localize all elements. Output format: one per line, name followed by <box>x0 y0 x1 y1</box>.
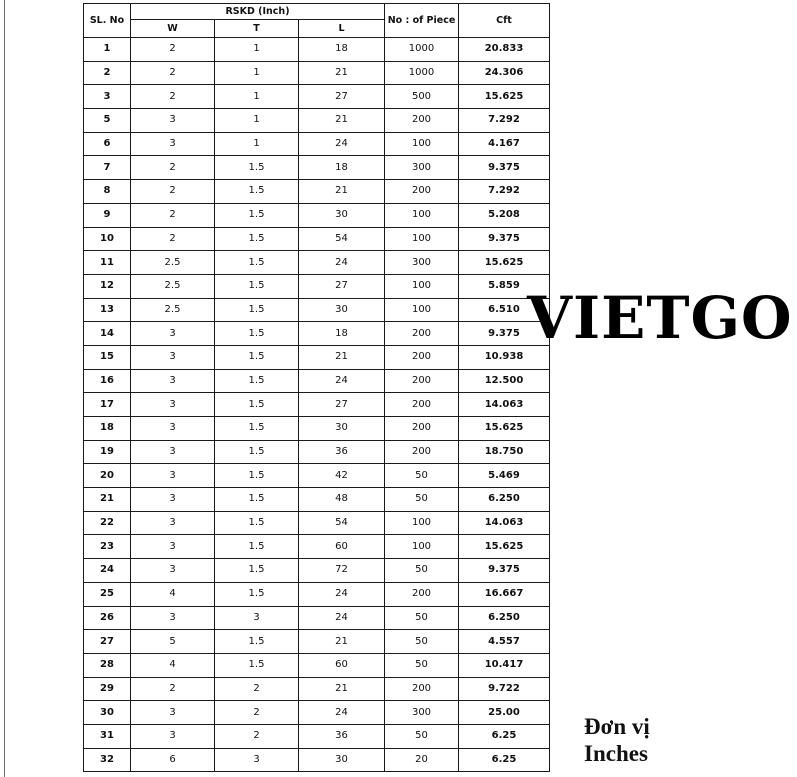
cell-sl: 1 <box>84 38 131 62</box>
table-row <box>84 582 550 606</box>
cell-cft: 15.625 <box>459 85 550 109</box>
cell-l: 21 <box>299 630 385 654</box>
cell-w: 4 <box>131 582 215 606</box>
cell-sl: 31 <box>84 724 131 748</box>
cell-sl: 26 <box>84 606 131 630</box>
cell-cft: 5.208 <box>459 203 550 227</box>
table-row <box>84 677 550 701</box>
cell-w: 3 <box>131 535 215 559</box>
cell-pieces: 500 <box>385 85 459 109</box>
cell-pieces: 100 <box>385 511 459 535</box>
cell-sl: 25 <box>84 582 131 606</box>
cell-sl: 3 <box>84 85 131 109</box>
cell-l: 30 <box>299 298 385 322</box>
cell-sl: 18 <box>84 417 131 441</box>
cell-w: 2 <box>131 227 215 251</box>
cell-sl: 5 <box>84 109 131 133</box>
cell-l: 48 <box>299 488 385 512</box>
cell-t: 1.5 <box>215 298 299 322</box>
timber-spec-table <box>83 3 550 772</box>
cell-cft: 24.306 <box>459 61 550 85</box>
cell-sl: 22 <box>84 511 131 535</box>
cell-w: 5 <box>131 630 215 654</box>
header-rskd: RSKD (Inch) <box>131 4 385 20</box>
cell-l: 18 <box>299 156 385 180</box>
cell-w: 2 <box>131 38 215 62</box>
cell-t: 1.5 <box>215 488 299 512</box>
table-row <box>84 724 550 748</box>
table-row <box>84 274 550 298</box>
cell-t: 1.5 <box>215 227 299 251</box>
cell-w: 3 <box>131 132 215 156</box>
cell-l: 21 <box>299 677 385 701</box>
cell-cft: 7.292 <box>459 109 550 133</box>
cell-sl: 16 <box>84 369 131 393</box>
cell-l: 24 <box>299 369 385 393</box>
cell-t: 1.5 <box>215 180 299 204</box>
table-row <box>84 511 550 535</box>
cell-t: 1.5 <box>215 369 299 393</box>
cell-l: 21 <box>299 345 385 369</box>
cell-t: 1.5 <box>215 511 299 535</box>
cell-pieces: 100 <box>385 274 459 298</box>
cell-l: 27 <box>299 85 385 109</box>
cell-pieces: 200 <box>385 109 459 133</box>
table-row <box>84 227 550 251</box>
cell-sl: 12 <box>84 274 131 298</box>
cell-l: 30 <box>299 203 385 227</box>
header-width: W <box>131 20 215 38</box>
page-left-border <box>4 0 5 777</box>
cell-w: 3 <box>131 417 215 441</box>
cell-t: 1 <box>215 38 299 62</box>
cell-cft: 6.510 <box>459 298 550 322</box>
table-row <box>84 38 550 62</box>
table-row <box>84 440 550 464</box>
cell-w: 3 <box>131 322 215 346</box>
cell-cft: 10.938 <box>459 345 550 369</box>
cell-sl: 8 <box>84 180 131 204</box>
cell-t: 1.5 <box>215 559 299 583</box>
cell-pieces: 1000 <box>385 38 459 62</box>
cell-l: 60 <box>299 535 385 559</box>
cell-t: 1.5 <box>215 251 299 275</box>
cell-l: 30 <box>299 748 385 772</box>
cell-l: 54 <box>299 511 385 535</box>
cell-pieces: 1000 <box>385 61 459 85</box>
cell-l: 21 <box>299 180 385 204</box>
cell-pieces: 50 <box>385 464 459 488</box>
cell-w: 2 <box>131 677 215 701</box>
table-row <box>84 535 550 559</box>
cell-pieces: 200 <box>385 369 459 393</box>
cell-t: 1.5 <box>215 156 299 180</box>
cell-sl: 21 <box>84 488 131 512</box>
table-row <box>84 322 550 346</box>
cell-l: 36 <box>299 724 385 748</box>
cell-t: 3 <box>215 748 299 772</box>
table-row <box>84 298 550 322</box>
cell-w: 3 <box>131 511 215 535</box>
cell-t: 1 <box>215 132 299 156</box>
cell-pieces: 200 <box>385 417 459 441</box>
cell-cft: 6.250 <box>459 488 550 512</box>
table-row <box>84 109 550 133</box>
table-row <box>84 180 550 204</box>
cell-t: 1.5 <box>215 393 299 417</box>
cell-t: 1.5 <box>215 417 299 441</box>
cell-t: 1.5 <box>215 322 299 346</box>
cell-cft: 16.667 <box>459 582 550 606</box>
table-row <box>84 701 550 725</box>
cell-sl: 30 <box>84 701 131 725</box>
cell-t: 1.5 <box>215 630 299 654</box>
table-row <box>84 203 550 227</box>
cell-cft: 25.00 <box>459 701 550 725</box>
cell-t: 2 <box>215 701 299 725</box>
cell-cft: 6.25 <box>459 724 550 748</box>
cell-sl: 20 <box>84 464 131 488</box>
cell-cft: 14.063 <box>459 511 550 535</box>
cell-pieces: 100 <box>385 535 459 559</box>
unit-note-line1: Đơn vị <box>584 714 650 739</box>
cell-cft: 6.250 <box>459 606 550 630</box>
table-row <box>84 559 550 583</box>
cell-cft: 9.375 <box>459 322 550 346</box>
cell-pieces: 100 <box>385 298 459 322</box>
table-row <box>84 251 550 275</box>
cell-cft: 15.625 <box>459 251 550 275</box>
cell-w: 2.5 <box>131 298 215 322</box>
header-no-of-piece: No : of Piece <box>385 4 459 38</box>
cell-t: 1.5 <box>215 535 299 559</box>
cell-l: 24 <box>299 606 385 630</box>
cell-pieces: 100 <box>385 132 459 156</box>
cell-cft: 14.063 <box>459 393 550 417</box>
cell-l: 42 <box>299 464 385 488</box>
cell-pieces: 50 <box>385 488 459 512</box>
cell-w: 2 <box>131 61 215 85</box>
cell-l: 54 <box>299 227 385 251</box>
table-row <box>84 132 550 156</box>
cell-sl: 17 <box>84 393 131 417</box>
cell-l: 30 <box>299 417 385 441</box>
cell-l: 72 <box>299 559 385 583</box>
header-thickness: T <box>215 20 299 38</box>
cell-t: 2 <box>215 677 299 701</box>
cell-t: 1.5 <box>215 582 299 606</box>
cell-sl: 15 <box>84 345 131 369</box>
cell-w: 3 <box>131 369 215 393</box>
cell-l: 27 <box>299 393 385 417</box>
cell-cft: 9.375 <box>459 559 550 583</box>
cell-t: 1.5 <box>215 345 299 369</box>
cell-pieces: 50 <box>385 653 459 677</box>
vietgo-watermark: VIETGO <box>527 284 793 352</box>
cell-l: 21 <box>299 61 385 85</box>
cell-t: 1.5 <box>215 274 299 298</box>
cell-sl: 14 <box>84 322 131 346</box>
cell-w: 3 <box>131 488 215 512</box>
cell-pieces: 20 <box>385 748 459 772</box>
table-row <box>84 606 550 630</box>
table-row <box>84 156 550 180</box>
cell-sl: 10 <box>84 227 131 251</box>
cell-l: 36 <box>299 440 385 464</box>
cell-pieces: 200 <box>385 393 459 417</box>
table-row <box>84 393 550 417</box>
cell-w: 3 <box>131 701 215 725</box>
cell-cft: 7.292 <box>459 180 550 204</box>
cell-sl: 6 <box>84 132 131 156</box>
cell-cft: 6.25 <box>459 748 550 772</box>
cell-l: 21 <box>299 109 385 133</box>
cell-w: 2 <box>131 156 215 180</box>
cell-pieces: 50 <box>385 559 459 583</box>
unit-note-line2: Inches <box>584 741 648 766</box>
cell-pieces: 100 <box>385 227 459 251</box>
cell-pieces: 50 <box>385 724 459 748</box>
cell-w: 3 <box>131 464 215 488</box>
cell-sl: 24 <box>84 559 131 583</box>
cell-w: 2 <box>131 85 215 109</box>
cell-cft: 15.625 <box>459 417 550 441</box>
cell-pieces: 50 <box>385 630 459 654</box>
cell-cft: 20.833 <box>459 38 550 62</box>
cell-cft: 9.375 <box>459 156 550 180</box>
cell-l: 24 <box>299 251 385 275</box>
cell-pieces: 200 <box>385 345 459 369</box>
cell-sl: 19 <box>84 440 131 464</box>
cell-w: 3 <box>131 345 215 369</box>
table-row <box>84 630 550 654</box>
cell-w: 6 <box>131 748 215 772</box>
cell-w: 3 <box>131 440 215 464</box>
cell-t: 1 <box>215 61 299 85</box>
cell-t: 2 <box>215 724 299 748</box>
cell-w: 2 <box>131 203 215 227</box>
cell-cft: 5.469 <box>459 464 550 488</box>
table-row <box>84 464 550 488</box>
cell-w: 2.5 <box>131 251 215 275</box>
cell-l: 24 <box>299 582 385 606</box>
cell-pieces: 300 <box>385 251 459 275</box>
cell-sl: 28 <box>84 653 131 677</box>
cell-w: 3 <box>131 109 215 133</box>
cell-l: 18 <box>299 322 385 346</box>
cell-pieces: 300 <box>385 156 459 180</box>
cell-cft: 10.417 <box>459 653 550 677</box>
table-body <box>84 38 550 772</box>
cell-t: 1.5 <box>215 203 299 227</box>
table-row <box>84 653 550 677</box>
cell-w: 4 <box>131 653 215 677</box>
cell-pieces: 50 <box>385 606 459 630</box>
cell-cft: 9.375 <box>459 227 550 251</box>
cell-sl: 11 <box>84 251 131 275</box>
cell-sl: 23 <box>84 535 131 559</box>
cell-pieces: 300 <box>385 701 459 725</box>
cell-cft: 15.625 <box>459 535 550 559</box>
table-row <box>84 85 550 109</box>
cell-cft: 9.722 <box>459 677 550 701</box>
cell-sl: 7 <box>84 156 131 180</box>
cell-t: 1 <box>215 85 299 109</box>
cell-sl: 9 <box>84 203 131 227</box>
table-row <box>84 61 550 85</box>
table-row <box>84 369 550 393</box>
header-length: L <box>299 20 385 38</box>
header-cft: Cft <box>459 4 550 38</box>
table-row <box>84 345 550 369</box>
table-row <box>84 748 550 772</box>
cell-pieces: 200 <box>385 322 459 346</box>
cell-l: 24 <box>299 132 385 156</box>
cell-cft: 18.750 <box>459 440 550 464</box>
cell-sl: 27 <box>84 630 131 654</box>
cell-t: 3 <box>215 606 299 630</box>
cell-w: 3 <box>131 393 215 417</box>
cell-cft: 4.557 <box>459 630 550 654</box>
cell-w: 2.5 <box>131 274 215 298</box>
cell-w: 3 <box>131 724 215 748</box>
cell-sl: 2 <box>84 61 131 85</box>
unit-note <box>584 713 650 767</box>
cell-l: 27 <box>299 274 385 298</box>
cell-pieces: 200 <box>385 582 459 606</box>
cell-l: 24 <box>299 701 385 725</box>
cell-t: 1.5 <box>215 653 299 677</box>
cell-pieces: 200 <box>385 677 459 701</box>
cell-cft: 4.167 <box>459 132 550 156</box>
cell-pieces: 200 <box>385 180 459 204</box>
cell-w: 3 <box>131 606 215 630</box>
cell-w: 3 <box>131 559 215 583</box>
cell-l: 18 <box>299 38 385 62</box>
cell-t: 1 <box>215 109 299 133</box>
cell-cft: 12.500 <box>459 369 550 393</box>
cell-pieces: 100 <box>385 203 459 227</box>
cell-l: 60 <box>299 653 385 677</box>
cell-t: 1.5 <box>215 464 299 488</box>
cell-sl: 13 <box>84 298 131 322</box>
cell-sl: 29 <box>84 677 131 701</box>
table-row <box>84 417 550 441</box>
header-sl-no: SL. No <box>84 4 131 38</box>
cell-cft: 5.859 <box>459 274 550 298</box>
cell-sl: 32 <box>84 748 131 772</box>
table-row <box>84 488 550 512</box>
cell-w: 2 <box>131 180 215 204</box>
cell-pieces: 200 <box>385 440 459 464</box>
cell-t: 1.5 <box>215 440 299 464</box>
